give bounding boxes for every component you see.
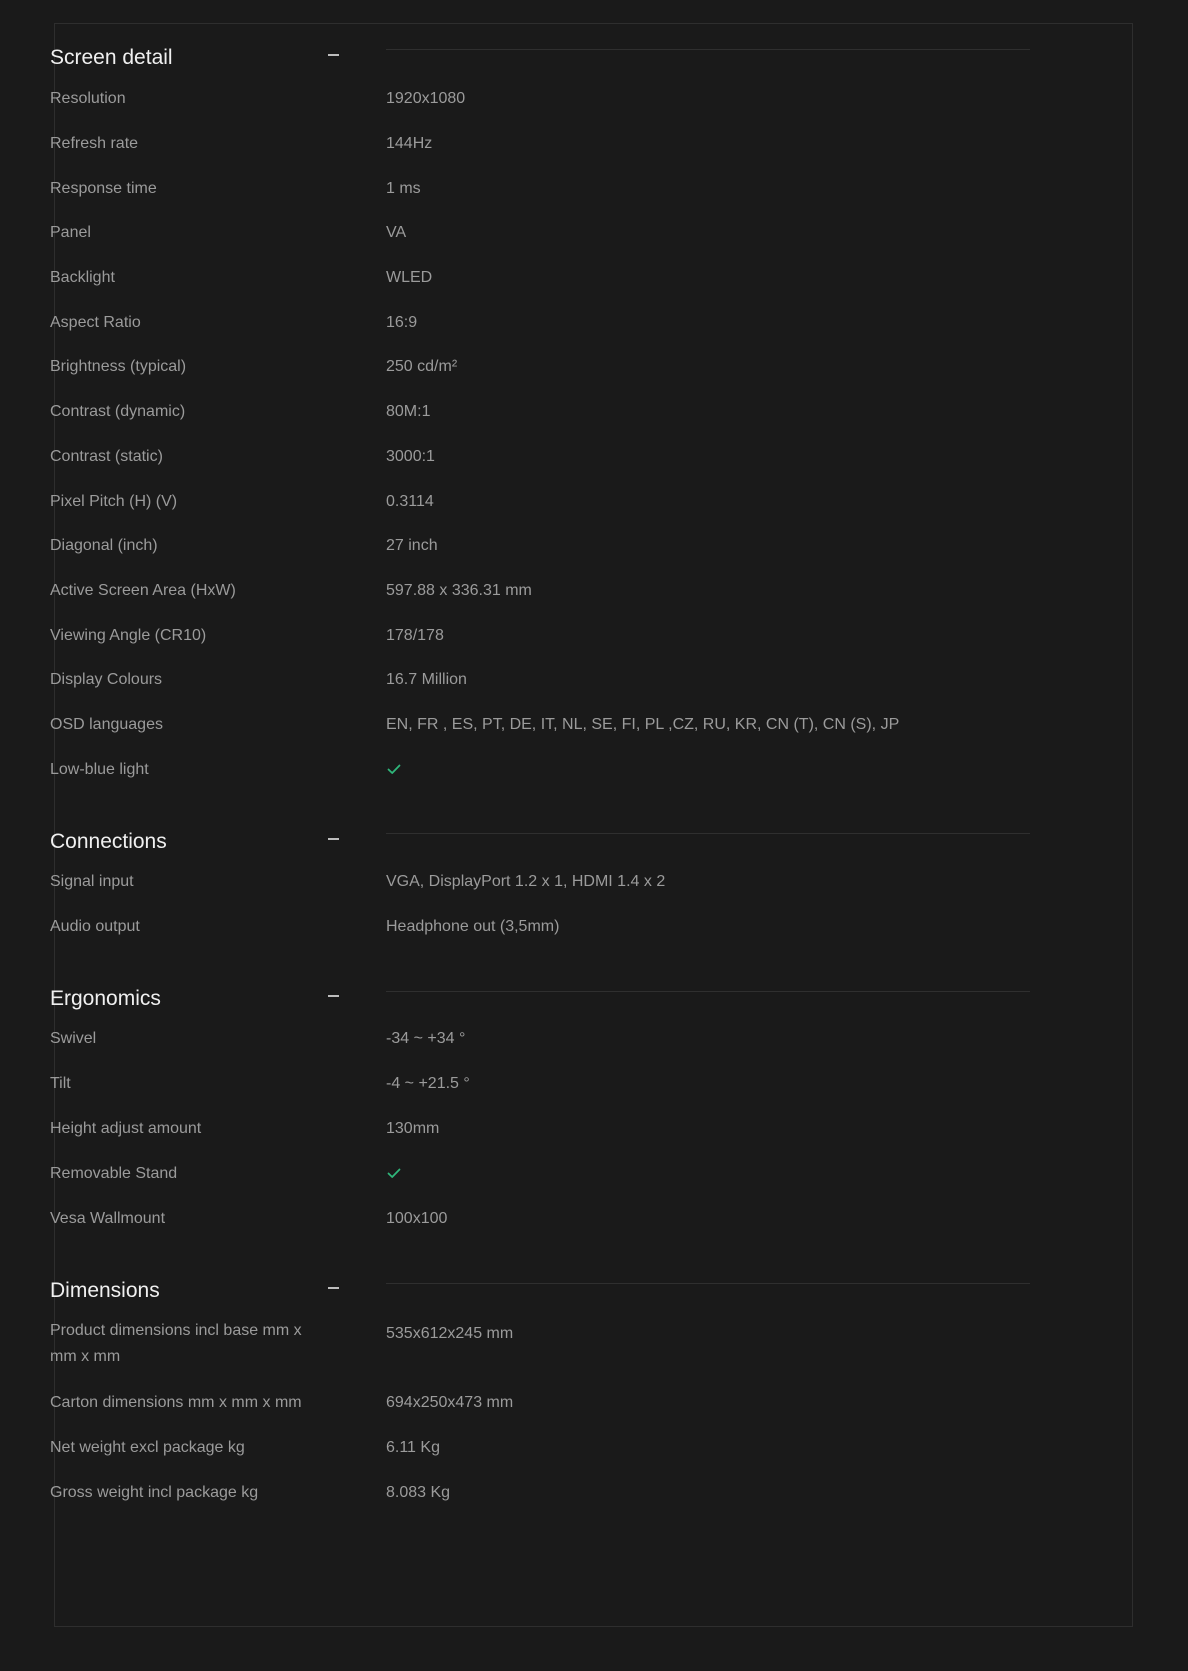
spec-label: OSD languages bbox=[50, 716, 163, 733]
spec-value: -34 ~ +34 ° bbox=[386, 1030, 466, 1047]
section-title: Dimensions bbox=[50, 1279, 160, 1302]
spec-label: Active Screen Area (HxW) bbox=[50, 582, 236, 599]
section-connections bbox=[50, 828, 1030, 935]
spec-value: -4 ~ +21.5 ° bbox=[386, 1075, 470, 1092]
spec-label: Brightness (typical) bbox=[50, 358, 187, 375]
spec-label: Vesa Wallmount bbox=[50, 1210, 166, 1227]
section-divider bbox=[386, 49, 1030, 50]
spec-label: Panel bbox=[50, 224, 91, 241]
spec-value: 6.11 Kg bbox=[386, 1439, 440, 1456]
spec-label: Aspect Ratio bbox=[50, 314, 141, 331]
spec-label: Removable Stand bbox=[50, 1165, 178, 1182]
spec-value: VA bbox=[386, 224, 407, 241]
collapse-minus-icon[interactable] bbox=[327, 989, 341, 1003]
spec-label: Low-blue light bbox=[50, 761, 149, 778]
spec-label: Refresh rate bbox=[50, 135, 139, 152]
spec-value: WLED bbox=[386, 269, 433, 286]
specifications-panel bbox=[54, 23, 1133, 1627]
spec-value: 178/178 bbox=[386, 627, 444, 644]
spec-label: Signal input bbox=[50, 873, 134, 890]
spec-label: Tilt bbox=[50, 1075, 71, 1092]
spec-label: Audio output bbox=[50, 918, 140, 935]
check-icon bbox=[386, 757, 402, 783]
section-divider bbox=[386, 991, 1030, 992]
section-title: Connections bbox=[50, 830, 167, 853]
collapse-minus-icon[interactable] bbox=[327, 48, 341, 62]
spec-label: Swivel bbox=[50, 1030, 97, 1047]
spec-label: Carton dimensions mm x mm x mm bbox=[50, 1394, 302, 1411]
spec-value: 1920x1080 bbox=[386, 90, 466, 107]
collapse-minus-icon[interactable] bbox=[327, 1281, 341, 1295]
spec-value: Headphone out (3,5mm) bbox=[386, 918, 560, 935]
spec-label: Viewing Angle (CR10) bbox=[50, 627, 207, 644]
collapse-minus-icon[interactable] bbox=[327, 832, 341, 846]
spec-value: 27 inch bbox=[386, 537, 438, 554]
spec-label: Contrast (static) bbox=[50, 448, 163, 465]
section-header[interactable] bbox=[50, 44, 1030, 84]
check-icon bbox=[386, 1161, 402, 1187]
spec-label: Diagonal (inch) bbox=[50, 537, 158, 554]
spec-value: 250 cd/m² bbox=[386, 358, 458, 375]
section-header[interactable] bbox=[50, 828, 1030, 868]
spec-value: 16.7 Million bbox=[386, 671, 467, 688]
spec-value: 3000:1 bbox=[386, 448, 435, 465]
spec-label: Display Colours bbox=[50, 671, 163, 688]
spec-value: 8.083 Kg bbox=[386, 1484, 451, 1501]
spec-value: 597.88 x 336.31 mm bbox=[386, 582, 532, 599]
spec-value: 144Hz bbox=[386, 135, 433, 152]
section-header[interactable] bbox=[50, 985, 1030, 1025]
spec-label: Pixel Pitch (H) (V) bbox=[50, 493, 178, 510]
spec-value: 100x100 bbox=[386, 1210, 448, 1227]
spec-label: Height adjust amount bbox=[50, 1120, 202, 1137]
section-screen-detail bbox=[50, 44, 1030, 778]
spec-label: Backlight bbox=[50, 269, 115, 286]
spec-value: VGA, DisplayPort 1.2 x 1, HDMI 1.4 x 2 bbox=[386, 873, 666, 890]
section-title: Ergonomics bbox=[50, 987, 161, 1010]
spec-label: Contrast (dynamic) bbox=[50, 403, 186, 420]
spec-value: 535x612x245 mm bbox=[386, 1325, 514, 1342]
spec-label: Response time bbox=[50, 180, 157, 197]
spec-value: 1 ms bbox=[386, 180, 421, 197]
spec-value: 80M:1 bbox=[386, 403, 431, 420]
spec-label: Resolution bbox=[50, 90, 126, 107]
section-ergonomics bbox=[50, 985, 1030, 1227]
spec-value: EN, FR , ES, PT, DE, IT, NL, SE, FI, PL ,CZ, RU, KR, CN (T), CN (S), JP bbox=[386, 716, 900, 733]
spec-label: Net weight excl package kg bbox=[50, 1439, 245, 1456]
section-header[interactable] bbox=[50, 1277, 1030, 1317]
section-divider bbox=[386, 1283, 1030, 1284]
spec-value: 694x250x473 mm bbox=[386, 1394, 514, 1411]
spec-label: Gross weight incl package kg bbox=[50, 1484, 259, 1501]
section-title: Screen detail bbox=[50, 46, 173, 69]
spec-value: 16:9 bbox=[386, 314, 418, 331]
section-divider bbox=[386, 833, 1030, 834]
spec-label: Product dimensions incl base mm x mm x mm bbox=[50, 1322, 302, 1365]
spec-value: 0.3114 bbox=[386, 493, 434, 510]
spec-value: 130mm bbox=[386, 1120, 440, 1137]
section-dimensions bbox=[50, 1277, 1030, 1501]
